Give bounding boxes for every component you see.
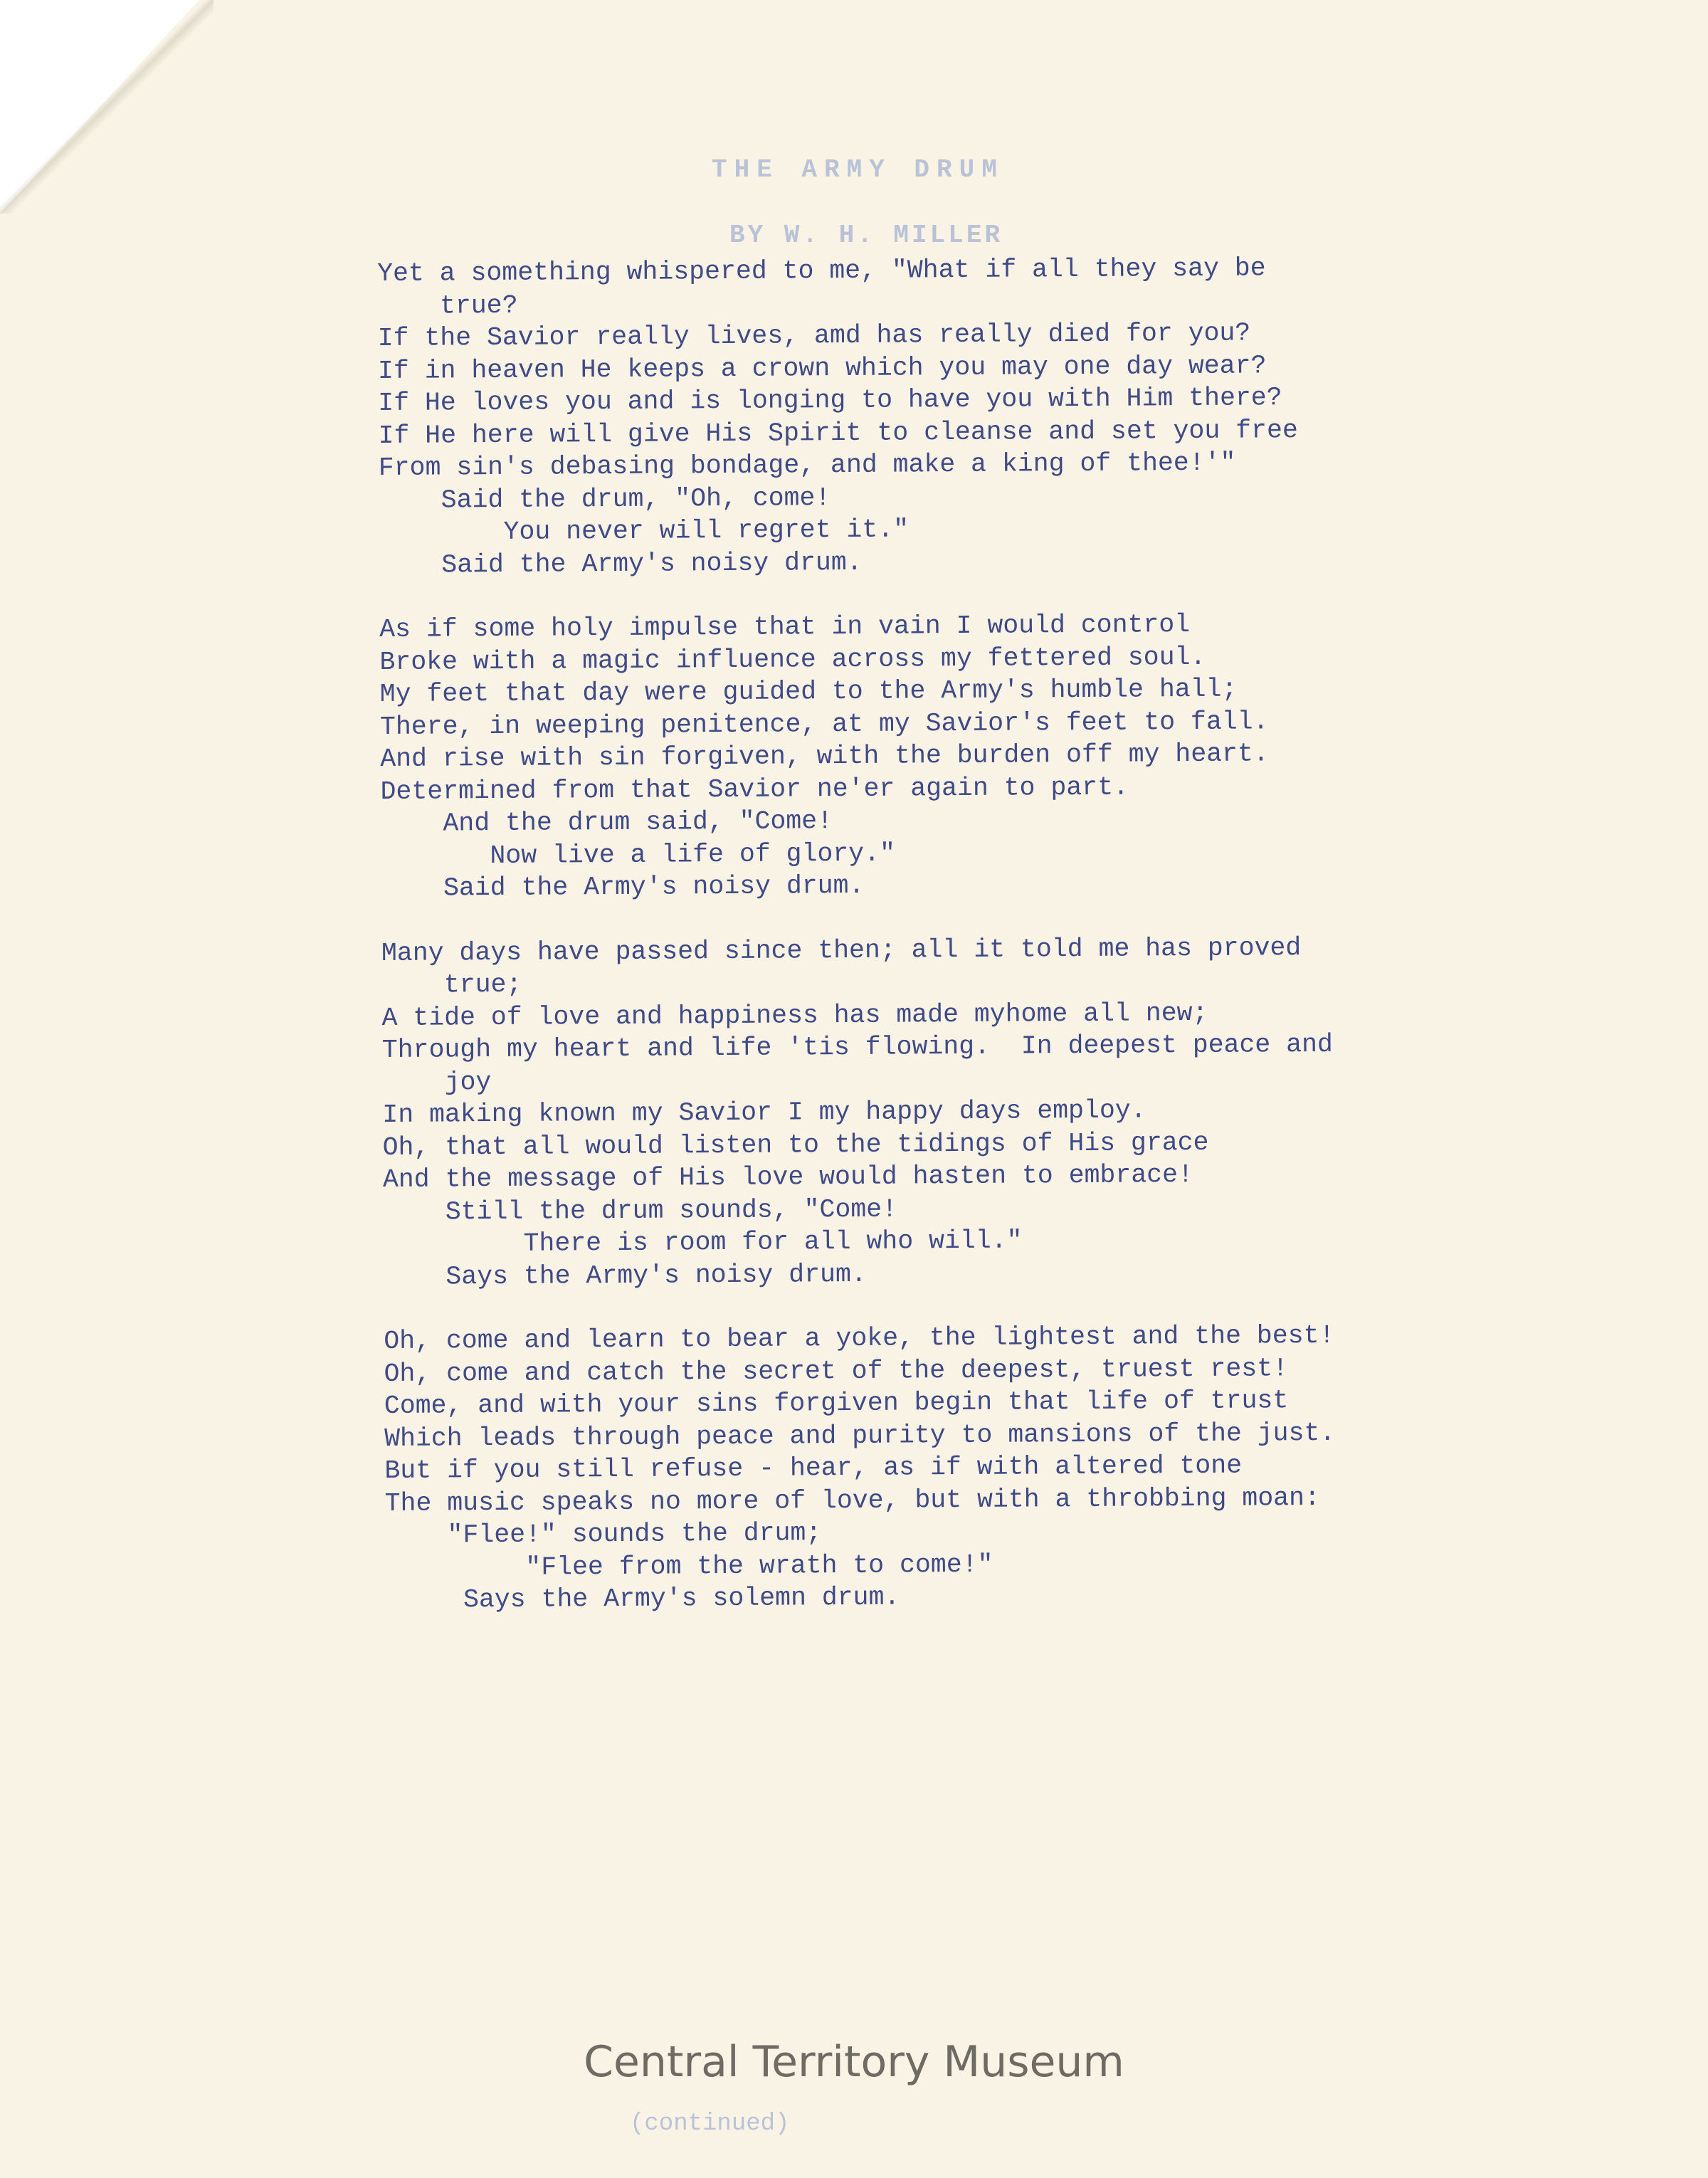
poem-line: There, in weeping penitence, at my Savior's feet to fall.	[379, 706, 1269, 742]
museum-watermark: Central Territory Museum	[584, 2037, 1124, 2087]
poem-line: My feet that day were guided to the Army's humble hall;	[379, 674, 1238, 709]
poem-line: The music speaks no more of love, but with a throbbing moan:	[384, 1483, 1321, 1518]
poem-line: Determined from that Savior ne'er again to part.	[380, 772, 1129, 806]
poem-line: Many days have passed since then; all it told me has proved	[381, 932, 1302, 968]
poem-line: Says the Army's noisy drum.	[383, 1259, 867, 1292]
stanza-2	[379, 607, 1477, 905]
poem-line: true?	[377, 290, 518, 321]
poem-line: If the Savior really lives, amd has really died for you?	[377, 318, 1251, 353]
poem-line: Now live a life of glory."	[381, 838, 896, 871]
poem-line: A tide of love and happiness has made myhome all new;	[381, 998, 1208, 1033]
poem-line: Says the Army's solemn drum.	[385, 1582, 900, 1615]
poem-line: Said the drum, "Oh, come!	[378, 483, 831, 515]
poem-line: Broke with a magic influence across my fettered soul.	[379, 642, 1206, 677]
stanza-3	[381, 930, 1480, 1293]
stanza-4	[384, 1319, 1481, 1617]
poem-line: But if you still refuse - hear, as if with altered tone	[384, 1451, 1243, 1485]
poem-line: Oh, come and catch the secret of the deepest, truest rest!	[384, 1353, 1289, 1389]
poem-line: In making known my Savior I my happy days employ.	[382, 1095, 1146, 1130]
poem-line: If He loves you and is longing to have you with Him there?	[378, 383, 1282, 418]
poem-line: There is room for all who will."	[383, 1226, 1023, 1259]
poem-line: true;	[381, 969, 522, 1000]
poem-line: And rise with sin forgiven, with the burden off my heart.	[380, 739, 1269, 774]
poem-line: And the drum said, "Come!	[380, 806, 833, 838]
poem-line: And the message of His love would hasten to embrace!	[382, 1160, 1194, 1194]
stanza-1	[377, 251, 1475, 582]
poem-text	[377, 251, 1482, 1649]
poem-line: Come, and with your sins forgiven begin that life of trust	[384, 1386, 1289, 1421]
poem-line: From sin's debasing bondage, and make a king of thee!'"	[378, 448, 1236, 483]
poem-line: Through my heart and life 'tis flowing. In deepest peace and	[381, 1029, 1334, 1065]
poem-line: Still the drum sounds, "Come!	[383, 1194, 898, 1227]
poem-line: Oh, come and learn to bear a yoke, the lightest and the best!	[384, 1320, 1335, 1356]
poem-line: Yet a something whispered to me, "What if all they say be	[377, 253, 1266, 288]
show-through-title: THE ARMY DRUM	[712, 155, 1004, 184]
poem-line: If in heaven He keeps a crown which you may one day wear?	[377, 350, 1267, 386]
poem-line: joy	[381, 1067, 492, 1098]
poem-line: As if some holy impulse that in vain I would control	[379, 610, 1191, 644]
show-through-footer: (continued)	[630, 2110, 790, 2137]
poem-line: Said the Army's noisy drum.	[381, 870, 865, 903]
poem-line: Oh, that all would listen to the tidings of His grace	[382, 1127, 1209, 1162]
poem-line: "Flee from the wrath to come!"	[385, 1550, 993, 1583]
poem-line: Which leads through peace and purity to mansions of the just.	[384, 1418, 1336, 1453]
poem-line: "Flee!" sounds the drum;	[384, 1518, 822, 1550]
poem-line: If He here will give His Spirit to cleanse and set you free	[378, 415, 1298, 451]
poem-line: Said the Army's noisy drum.	[379, 547, 863, 580]
poem-line: You never will regret it."	[379, 515, 910, 547]
show-through-byline: BY W. H. MILLER	[729, 221, 1003, 250]
folded-corner-shadow	[0, 0, 214, 214]
